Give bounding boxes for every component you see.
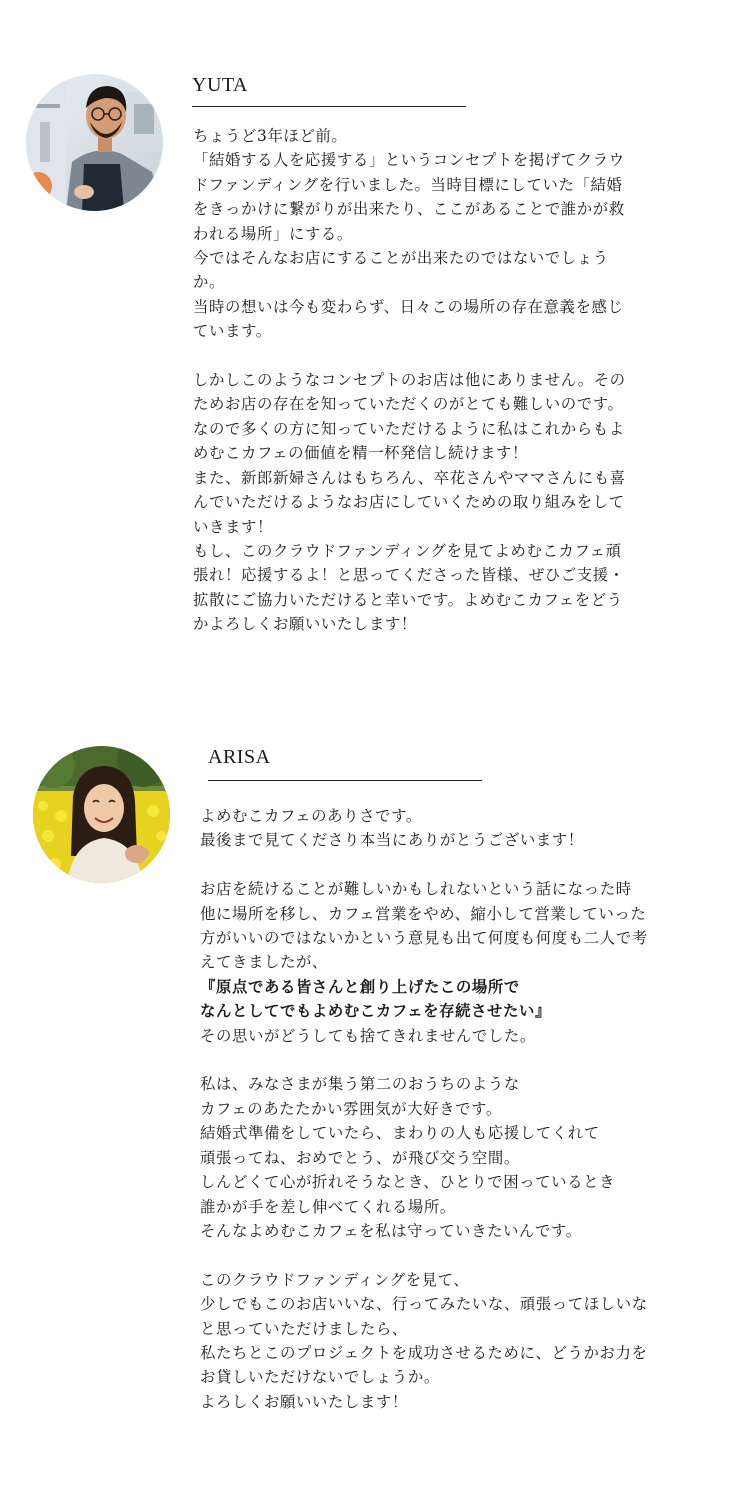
- blank-line: [200, 1243, 720, 1267]
- message-line: 私たちとこのプロジェクトを成功させるために、どうかお力を: [200, 1343, 648, 1362]
- message-line: 結婚式準備をしていたら、まわりの人も応援してくれて: [200, 1124, 600, 1143]
- message-line: 当時の想いは今も変わらず、日々この場所の存在意義を感じ: [193, 297, 624, 316]
- message-line: その思いがどうしても捨てきれませんでした。: [200, 1026, 536, 1045]
- message-line: 『原点である皆さんと創り上げたこの場所で: [200, 977, 520, 996]
- message-line: 方がいいのではないかという意見も出て何度も何度も二人で考: [200, 929, 648, 948]
- name-underline: [208, 780, 482, 781]
- message-line: えてきましたが、: [200, 953, 328, 972]
- message-line: か。: [193, 273, 225, 292]
- message-line: お貸しいただけないでしょうか。: [200, 1368, 440, 1387]
- message-line: 誰かが手を差し伸べてくれる場所。: [200, 1197, 456, 1216]
- message-line: かよろしくお願いいたします！: [193, 615, 417, 634]
- message-line: ています。: [193, 322, 272, 341]
- message-line: よろしくお願いいたします！: [200, 1392, 408, 1411]
- message-line: ドファンディングを行いました。当時目標にしていた「結婚: [193, 175, 623, 194]
- message-line: 拡散にご協力いただけると幸いです。よめむこカフェをどう: [193, 590, 623, 609]
- message-line: をきっかけに繋がりが出来たり、ここがあることで誰かが救: [193, 200, 625, 219]
- message-line: めむこカフェの価値を精一杯発信し続けます！: [193, 444, 529, 463]
- message-line: なんとしてでもよめむこカフェを存続させたい』: [200, 1002, 552, 1021]
- profile-name: YUTA: [192, 74, 248, 96]
- message-line: カフェのあたたかい雰囲気が大好きです。: [200, 1099, 502, 1118]
- message-line: 私は、みなさまが集う第二のおうちのような: [200, 1075, 520, 1094]
- message-line: ちょうど3年ほど前。: [193, 127, 348, 145]
- message-line: しんどくて心が折れそうなとき、ひとりで困っているとき: [200, 1173, 616, 1192]
- message-line: また、新郎新婦さんはもちろん、卒花さんやママさんにも喜: [193, 468, 626, 487]
- message-line: 他に場所を移し、カフェ営業をやめ、縮小して営業していった: [200, 904, 647, 923]
- message-line: 今ではそんなお店にすることが出来たのではないでしょう: [193, 249, 609, 268]
- message-line: 少しでもこのお店いいな、行ってみたいな、頑張ってほしいな: [200, 1295, 648, 1314]
- blank-line: [200, 853, 720, 877]
- message-line: んでいただけるようなお店にしていくための取り組みをして: [193, 493, 625, 512]
- message-line: と思っていただけましたら、: [200, 1319, 408, 1338]
- blank-line: [200, 1048, 720, 1072]
- message-line: いきます！: [193, 517, 273, 536]
- message-line: 張れ！応援するよ！と思ってくださった皆様、ぜひご支援・: [193, 566, 625, 585]
- message-line: よめむこカフェのありさです。: [200, 807, 422, 825]
- message-line: ためお店の存在を知っていただくのがとても難しいのです。: [193, 395, 624, 414]
- message-line: 最後まで見てくださり本当にありがとうございます！: [200, 831, 584, 850]
- message-line: そんなよめむこカフェを私は守っていきたいんです。: [200, 1221, 582, 1240]
- arisa-photo: [33, 746, 170, 883]
- message-line: なので多くの方に知っていただけるように私はこれからもよ: [193, 419, 625, 438]
- profile-name: ARISA: [208, 746, 271, 768]
- message-line: 「結婚する人を応援する」というコンセプトを掲げてクラウ: [193, 151, 625, 170]
- message-line: もし、このクラウドファンディングを見てよめむこカフェ頑: [193, 541, 622, 560]
- message-line: 頑張ってね、おめでとう、が飛び交う空間。: [200, 1148, 520, 1167]
- message-line: お店を続けることが難しいかもしれないという話になった時: [200, 880, 632, 899]
- profile-message: [200, 804, 720, 1414]
- message-line: われる場所」にする。: [193, 224, 353, 243]
- message-line: このクラウドファンディングを見て、: [200, 1270, 470, 1289]
- avatar-arisa: [33, 746, 170, 883]
- message-line: しかしこのようなコンセプトのお店は他にありません。その: [193, 371, 626, 390]
